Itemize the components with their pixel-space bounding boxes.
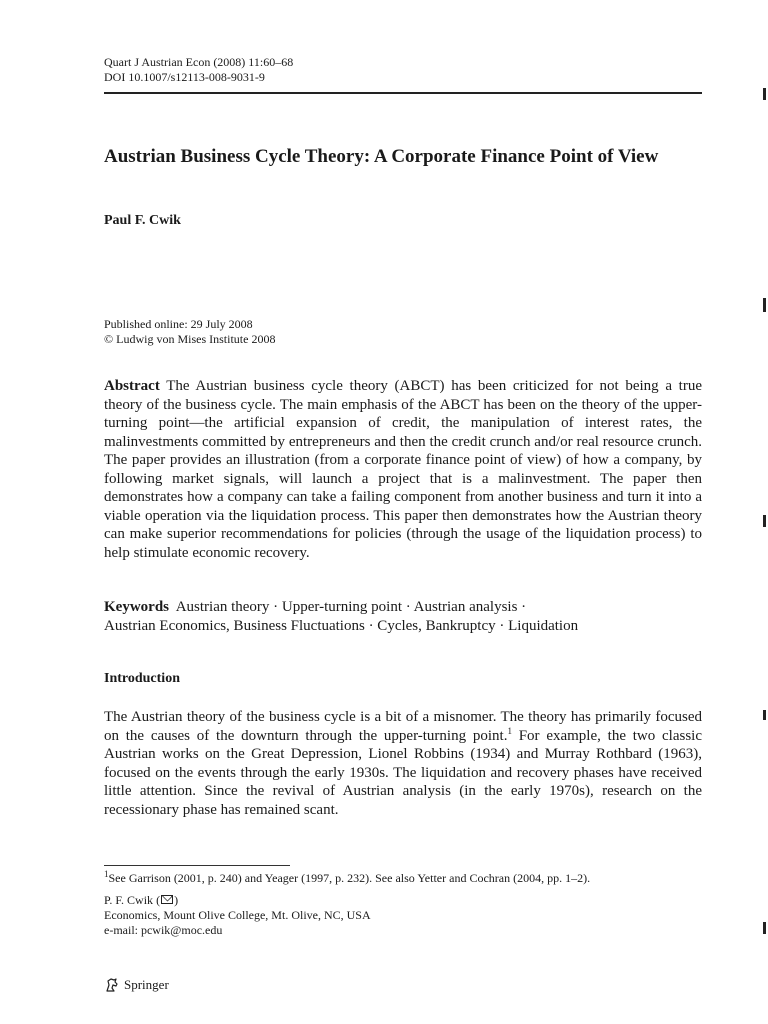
- footnote: [104, 871, 704, 885]
- journal-citation: Quart J Austrian Econ (2008) 11:60–68: [104, 55, 294, 69]
- affiliation-department: Economics, Mount Olive College, Mt. Olive, NC, USA: [104, 908, 371, 922]
- scan-edge-mark: [763, 922, 766, 934]
- author-contact: P. F. Cwik ( ): [104, 893, 179, 907]
- envelope-icon: [161, 895, 173, 904]
- introduction-paragraph: [104, 708, 702, 819]
- article-title: Austrian Business Cycle Theory: A Corporate Finance Point of View: [104, 146, 659, 167]
- copyright-notice: © Ludwig von Mises Institute 2008: [104, 332, 276, 346]
- scan-edge-mark: [763, 710, 766, 720]
- footnote-reference[interactable]: 1: [507, 725, 512, 736]
- keywords-line-1: Austrian theory · Upper-turning point · Austrian analysis ·: [175, 599, 527, 615]
- abstract-text: The Austrian business cycle theory (ABCT) has been criticized for not being a true theory of the business cycle. The main emphasis of the ABCT has been on the theory of the upper-turning point—the artificial expansion of credit, the manipulation of interest rates, the malinvestments committed by entrepreneurs and then the credit crunch and/or real resource crunch. The paper provides an illustration (from a corporate finance point of view) of how a company, by following market signals, will launch a project that is a malinvestment. The paper then demonstrates how a company can take a failing component from another business and turn it into a viable operation via the liquidation process. This paper then demonstrates how the Austrian theory can make superior recommendations for policies (through the usage of the liquidation process) to help stimulate economic recovery.: [104, 378, 702, 561]
- springer-horse-logo-icon: [104, 977, 120, 993]
- abstract-label: Abstract: [104, 378, 160, 394]
- published-date: Published online: 29 July 2008: [104, 317, 253, 331]
- keywords-line-2: Austrian Economics, Business Fluctuations · Cycles, Bankruptcy · Liquidation: [104, 617, 579, 634]
- section-heading-introduction: Introduction: [104, 671, 180, 686]
- publisher-name: Springer: [124, 977, 169, 992]
- author-email[interactable]: e-mail: pcwik@moc.edu: [104, 923, 223, 937]
- footnote-marker: 1: [104, 869, 109, 879]
- scan-edge-mark: [763, 88, 766, 100]
- doi[interactable]: DOI 10.1007/s12113-008-9031-9: [104, 70, 265, 84]
- keywords-label: Keywords: [104, 599, 169, 615]
- publisher-footer: [104, 977, 169, 993]
- affiliation-name: P. F. Cwik: [104, 893, 154, 907]
- header-rule: [104, 92, 702, 94]
- introduction-text-part-1: The Austrian theory of the business cycle is a bit of a misnomer. The theory has primarily focused on the causes of the downturn through the upper-turning point.: [104, 709, 702, 744]
- footnote-text: See Garrison (2001, p. 240) and Yeager (1997, p. 232). See also Yetter and Cochran (2004, pp. 1–2).: [108, 871, 591, 885]
- footnote-rule: [104, 865, 290, 866]
- keywords: [104, 598, 702, 635]
- author-name: Paul F. Cwik: [104, 213, 181, 228]
- scan-edge-mark: [763, 298, 766, 312]
- scan-edge-mark: [763, 515, 766, 527]
- introduction-text-part-2: For example, the two classic Austrian works on the Great Depression, Lionel Robbins (1934) and Murray Rothbard (1963), focused on the events through the early 1930s. The liquidation and recovery phases have received little attention. Since the revival of Austrian analysis (in the early 1970s), research on the recessionary phase has remained scant.: [104, 727, 702, 818]
- abstract: [104, 377, 702, 562]
